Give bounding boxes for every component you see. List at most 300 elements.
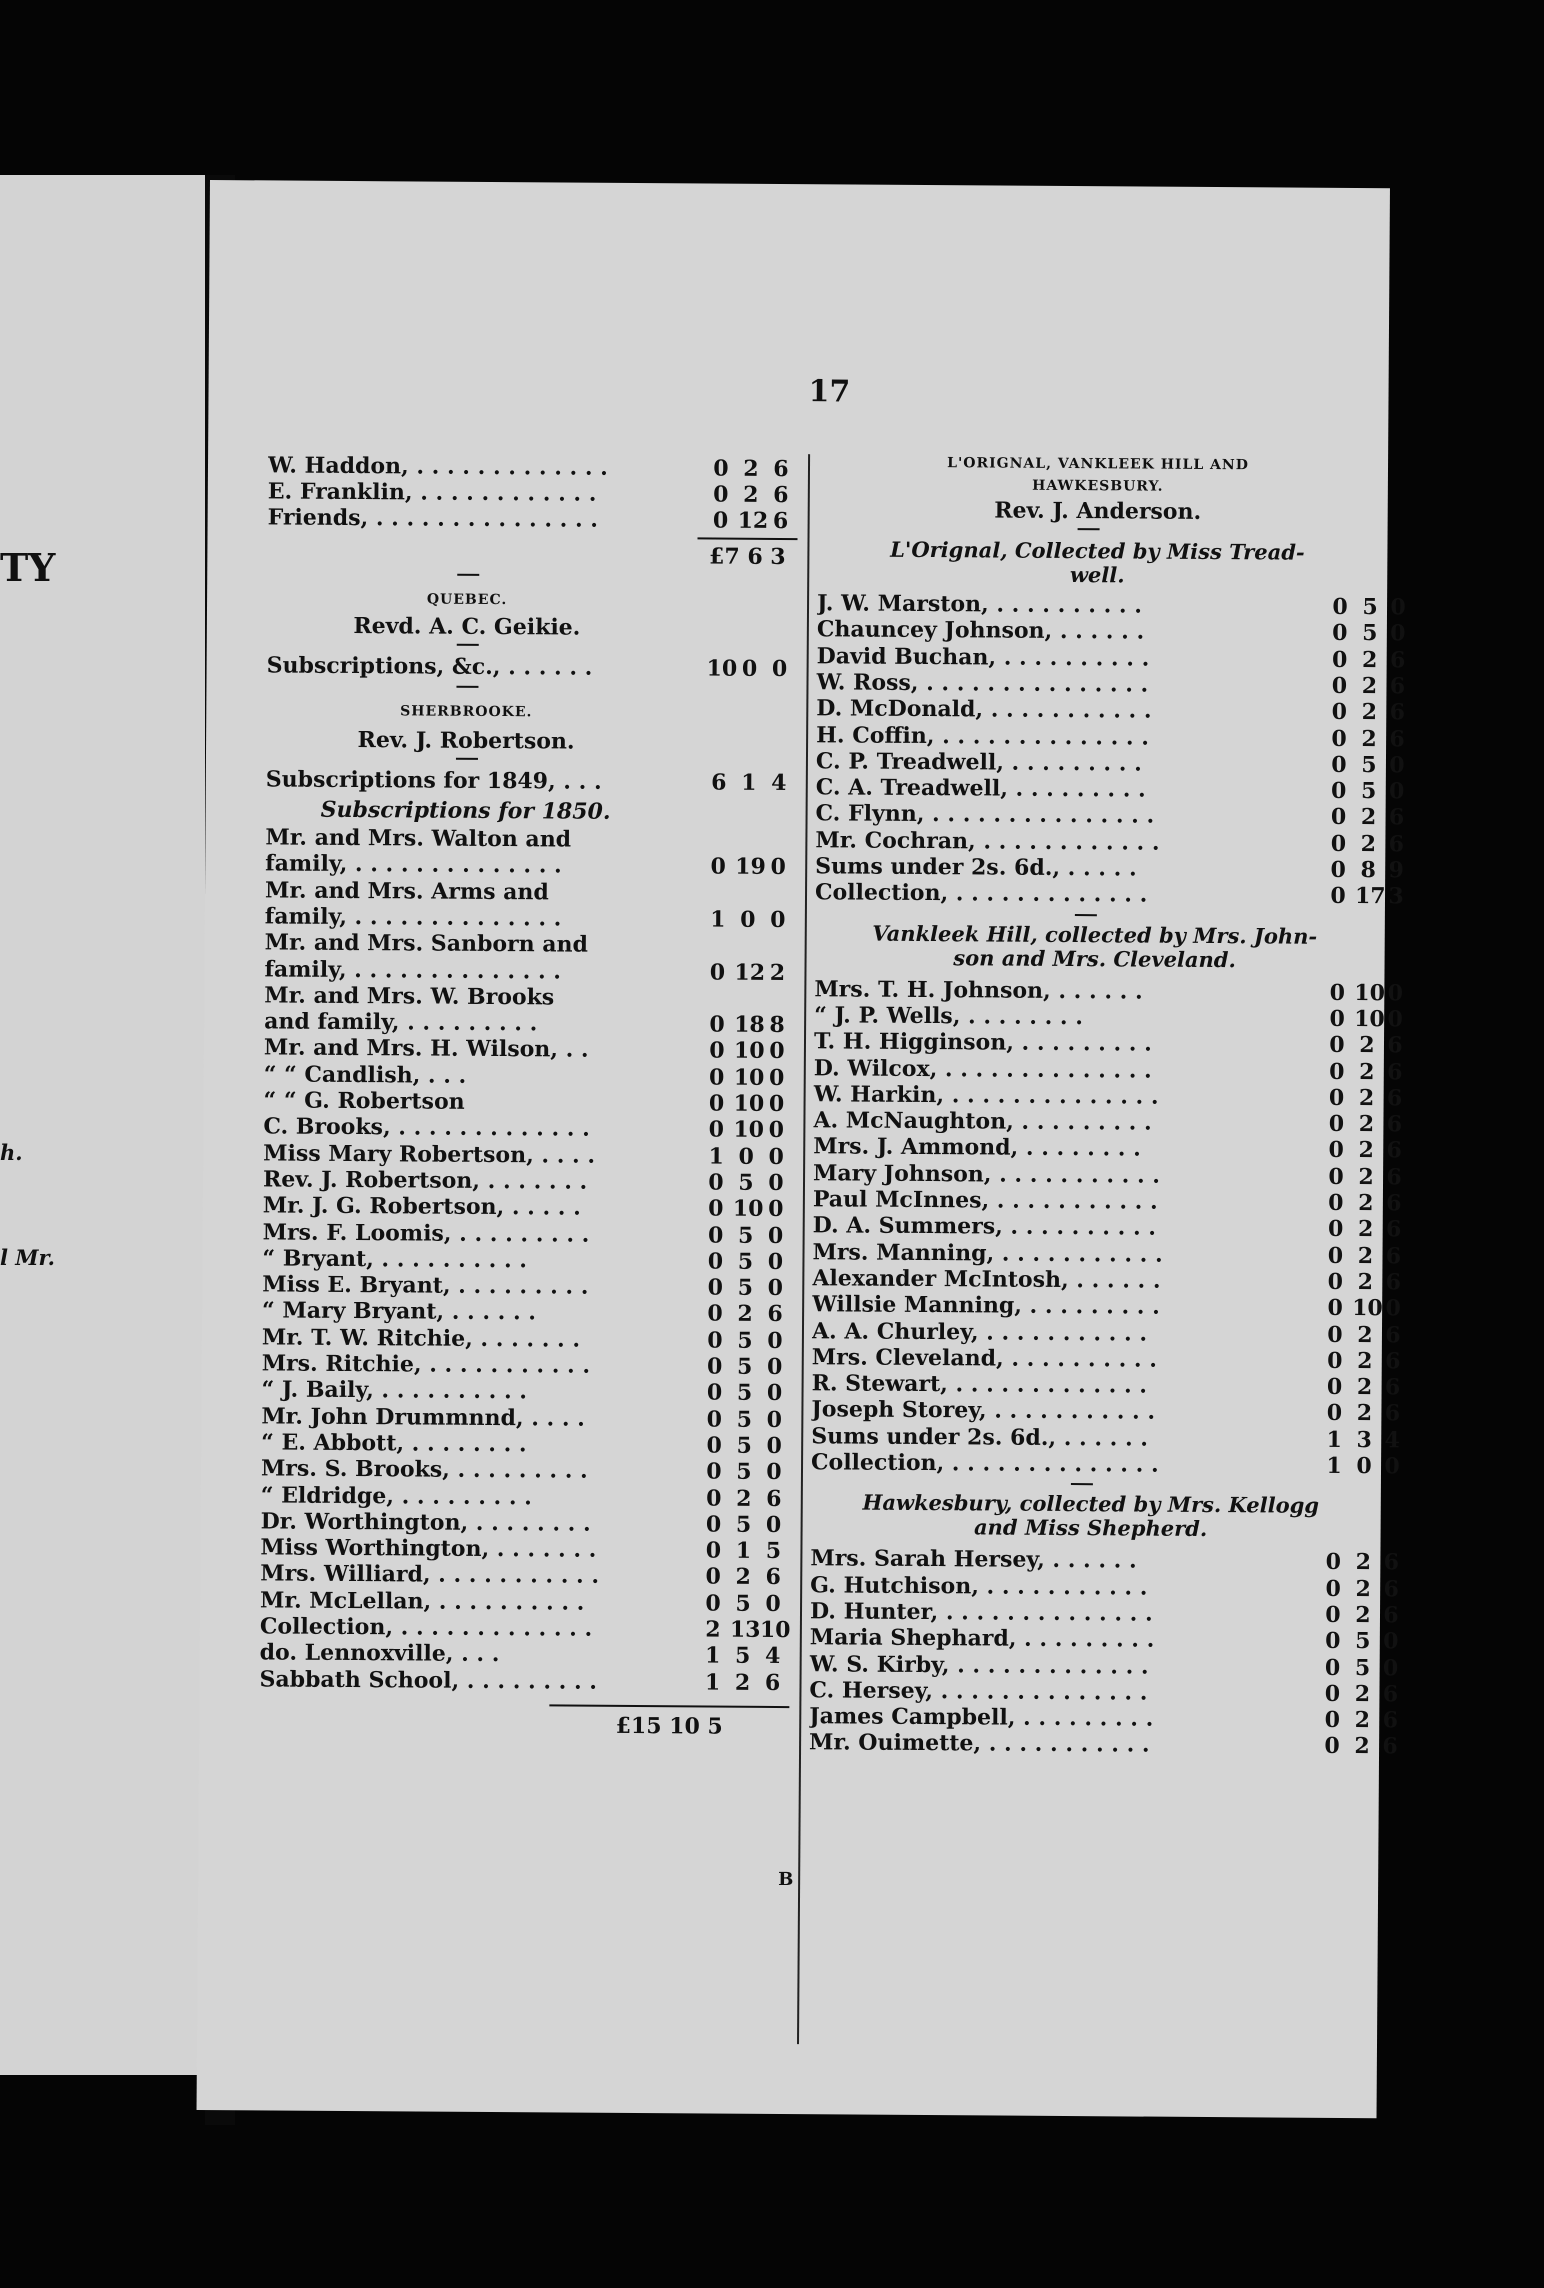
amount-pence: 0 [1389,752,1405,779]
entry-name: Mrs. Williard, . . . . . . . . . . . [260,1560,600,1590]
amount-shillings: 5 [1362,594,1378,621]
ledger-row [814,1002,1403,1033]
amount-pounds: 0 [1325,1628,1341,1655]
amount-shillings: 8 [1360,857,1376,884]
ledger-row [261,1403,801,1433]
ledger-row [813,1107,1403,1138]
amount-shillings: 1 [741,769,757,796]
amount-shillings: 5 [734,1642,751,1670]
ledger-row [812,1159,1402,1191]
ledger-row [268,478,808,508]
amount-pence: 6 [1384,1400,1401,1427]
amount-shillings: 2 [1357,1268,1374,1296]
amount-pounds: 1 [708,1143,724,1170]
amount-shillings: 2 [1354,1733,1370,1760]
amount-shillings: 2 [1361,725,1377,752]
column-left [259,180,810,1740]
amount-pounds: 1 [1326,1452,1342,1479]
entry-name: Mr. McLellan, . . . . . . . . . . [259,1587,585,1616]
ledger-row [260,1640,800,1670]
page-number: 17 [808,374,851,410]
entry-name: Collection, . . . . . . . . . . . . . . [810,1449,1159,1478]
amount-pounds: 10 [706,655,738,682]
amount-shillings: 2 [1355,1575,1371,1602]
amount-pounds: 0 [712,507,729,534]
amount-shillings: 10 [733,1116,765,1144]
minister-name: Rev. J. Robertson. [357,727,575,755]
ledger-row [809,1703,1399,1734]
amount-pounds: 0 [706,1406,723,1433]
ledger-row [809,1624,1399,1655]
amount-pence: 6 [1387,1032,1403,1059]
entry-name: T. H. Higginson, . . . . . . . . . [813,1028,1152,1057]
entry-name: Mrs. J. Ammond, . . . . . . . . [813,1133,1141,1162]
entry-name: Mrs. F. Loomis, . . . . . . . . . [262,1218,590,1248]
entry-name: Mr. T. W. Ritchie, . . . . . . . [261,1324,581,1353]
left-page-title-fragment: TY [0,545,56,590]
amount-shillings: 2 [1357,1216,1374,1243]
amount-shillings: 2 [1355,1601,1371,1629]
ledger-row [263,1087,803,1117]
amount-pence: 0 [766,1432,782,1459]
rule-line [1078,528,1100,530]
amount-shillings: 1 [735,1537,752,1564]
entry-name: Mr. and Mrs. Walton and [265,824,572,853]
amount-shillings: 5 [736,1380,753,1407]
amount-pence: 6 [1385,1216,1402,1243]
ledger-row [812,1212,1402,1243]
subsection-heading: well. [1069,562,1125,588]
amount-pounds: 0 [1331,672,1348,699]
entry-name: Subscriptions for 1849, . . . [265,766,602,795]
amount-shillings: 10 [732,1195,764,1223]
amount-pounds: 0 [706,1432,722,1459]
amount-pounds: 0 [1327,1295,1343,1322]
section-heading: SHERBROOKE. [400,703,533,721]
amount-pence: 6 [765,1564,782,1591]
ledger-row [262,1298,802,1328]
amount-pence: 0 [767,1222,784,1249]
rule-line [1075,914,1097,916]
amount-shillings: 5 [1361,778,1377,805]
entry-name: D. A. Summers, . . . . . . . . . . [812,1212,1157,1241]
amount-pounds: 0 [1324,1733,1340,1760]
amount-shillings: 2 [1354,1680,1371,1707]
amount-pence: 6 [767,1301,783,1328]
entry-name: Mr. and Mrs. Arms and [264,876,549,905]
ledger-row [813,1028,1403,1059]
amount-pence: 6 [773,455,789,483]
amount-pounds: 0 [1325,1549,1342,1576]
amount-shillings: 12 [734,959,766,986]
amount-pence: 6 [1383,1575,1399,1602]
amount-pounds: 0 [709,1037,725,1065]
ledger-row [262,1271,802,1301]
entry-name: Mr. Ouimette, . . . . . . . . . . . [809,1729,1150,1758]
ledger-row [816,616,1406,647]
amount-shillings: 2 [1355,1549,1372,1576]
amount-shillings: 19 [735,853,766,881]
ledger-row [260,1587,800,1617]
amount-shillings: 13 [729,1616,761,1643]
amount-pounds: 0 [1326,1400,1343,1427]
amount-pence: 0 [769,1038,785,1065]
amount-pence: 6 [1384,1374,1401,1401]
amount-shillings: 5 [736,1432,752,1459]
entry-name: Miss Worthington, . . . . . . . [260,1534,597,1563]
amount-shillings: 2 [1359,1032,1375,1059]
ledger-row [815,748,1405,779]
amount-pence: 0 [769,1064,785,1091]
entry-name: D. Wilcox, . . . . . . . . . . . . . . [813,1054,1152,1084]
amount-pence: 0 [768,1169,784,1196]
ledger-row [815,853,1404,884]
amount-shillings: 10 [733,1064,765,1091]
amount-pence: 6 [766,1485,782,1512]
amount-shillings: 2 [1357,1321,1373,1348]
entry-name: A. McNaughton, . . . . . . . . . [813,1107,1152,1136]
amount-pounds: 0 [1331,751,1347,778]
rule-line [457,574,479,576]
ledger-row [812,1265,1402,1296]
amount-pence: 0 [1389,778,1405,805]
ledger-row [809,1650,1399,1681]
entry-name: W. Haddon, . . . . . . . . . . . . . [267,452,608,481]
ledger-row [812,1186,1402,1217]
amount-pence: 6 [1389,699,1406,726]
subsection-heading: and Miss Shepherd. [973,1514,1208,1542]
amount-pence: 0 [766,1353,783,1381]
amount-pence: 0 [1382,1654,1399,1681]
ledger-row [813,1054,1403,1085]
ledger-row [264,1035,804,1065]
amount-pence: 6 [1385,1269,1402,1296]
entry-name: Mr. John Drummnnd, . . . . [261,1402,585,1432]
amount-pence: 0 [1385,1295,1401,1322]
amount-pence: 0 [766,1380,783,1407]
ledger-row [261,1429,801,1459]
amount-pence: 0 [767,1275,784,1302]
amount-shillings: 3 [1356,1426,1372,1453]
amount-shillings: 18 [734,1011,765,1038]
entry-name: family, . . . . . . . . . . . . . . [264,903,562,932]
amount-pence: 2 [769,959,786,986]
amount-pence: 6 [1382,1733,1398,1760]
entry-name: “ Mary Bryant, . . . . . . [262,1297,537,1326]
rule-line [698,537,798,540]
amount-pence: 0 [771,655,788,683]
amount-shillings: 10 [1352,1295,1383,1322]
ledger-row [264,1061,804,1091]
amount-shillings: 2 [1356,1374,1373,1401]
entry-name: H. Coffin, . . . . . . . . . . . . . . [816,721,1150,751]
amount-pence: 6 [764,1669,781,1696]
ledger-row [816,695,1406,726]
amount-pounds: 0 [1327,1242,1344,1269]
amount-pounds: 0 [706,1458,722,1485]
entry-name: Mr. and Mrs. W. Brooks [264,982,555,1011]
amount-pence: 0 [768,1196,784,1223]
amount-pounds: 0 [1328,1137,1345,1164]
ledger-row [810,1545,1400,1576]
ledger-row [263,1140,803,1170]
amount-shillings: 2 [1357,1347,1373,1374]
amount-shillings: 2 [1360,830,1377,857]
amount-shillings: 2 [1354,1707,1371,1734]
amount-pence: 6 [1386,1111,1403,1138]
ledger-row [813,1133,1402,1164]
amount-pence: 0 [1390,620,1406,647]
amount-pence: 6 [773,481,789,509]
amount-pounds: 0 [708,1090,725,1117]
amount-pounds: 0 [706,1379,723,1406]
rule-line [457,644,479,646]
ledger-row [811,1422,1400,1454]
amount-pence: 6 [1385,1348,1401,1375]
ledger-row [263,1193,803,1223]
amount-pounds: 0 [1329,1005,1345,1032]
ledger-row [261,1377,801,1407]
entry-name: family, . . . . . . . . . . . . . . [264,955,562,984]
amount-shillings: 5 [1355,1628,1371,1655]
amount-pence: 10 [759,1616,791,1644]
amount-pounds: 2 [705,1616,721,1643]
amount-pence: 8 [769,1012,785,1039]
subsection-heading: Hawkesbury, collected by Mrs. Kellogg [862,1489,1320,1519]
ledger-row [261,1482,801,1512]
amount-pounds: 0 [1332,593,1348,620]
amount-shillings: 2 [1361,646,1378,673]
amount-pounds: 0 [708,1195,724,1222]
entry-name: W. S. Kirby, . . . . . . . . . . . . . [809,1650,1149,1680]
amount-pounds: 0 [707,1327,723,1354]
ledger-row [809,1677,1399,1708]
entry-name: Rev. J. Robertson, . . . . . . . [262,1166,588,1195]
entry-name: Joseph Storey, . . . . . . . . . . . [811,1396,1156,1426]
ledger-row [262,1245,802,1275]
amount-shillings: 2 [1359,1058,1375,1085]
amount-pence: 6 [1383,1602,1399,1629]
entry-name: Mr. and Mrs. Sanborn and [264,929,589,958]
entry-name: J. W. Marston, . . . . . . . . . . [816,590,1143,619]
amount-shillings: 10 [733,1090,765,1117]
amount-pounds: 0 [1330,804,1347,831]
ledger-row [263,1114,803,1144]
ledger-row [268,452,808,482]
amount-pence: 6 [1386,1163,1402,1191]
entry-name: C. Hersey, . . . . . . . . . . . . . . [809,1677,1148,1706]
amount-pounds: 0 [1329,1058,1345,1085]
amount-pence: 0 [765,1511,782,1538]
amount-pounds: 0 [1330,883,1346,910]
amount-shillings: 2 [743,455,759,482]
minister-name: Rev. J. Anderson. [994,497,1202,525]
amount-pence: 6 [1382,1707,1399,1734]
entry-name: “ Bryant, . . . . . . . . . . [262,1245,528,1274]
amount-pence: 0 [1384,1453,1400,1480]
amount-pence: 0 [767,1248,784,1275]
entry-name: family, . . . . . . . . . . . . . . [265,850,562,879]
ledger-row [266,766,806,796]
amount-shillings: 2 [1358,1163,1374,1190]
entry-name: “ “ Candlish, . . . [263,1061,467,1089]
ledger-row [809,1729,1398,1760]
ledger-row [811,1396,1401,1427]
ledger-row [811,1370,1401,1401]
amount-shillings: 10 [733,1038,765,1065]
amount-pence: 0 [770,906,786,933]
amount-pounds: 0 [1330,856,1346,883]
amount-pounds: 1 [704,1669,721,1696]
amount-pounds: 0 [709,1011,725,1038]
amount-pounds: 0 [706,1484,722,1512]
amount-pence: 4 [771,769,787,797]
amount-shillings: 2 [1361,699,1378,726]
amount-shillings: 5 [737,1274,754,1301]
amount-shillings: 0 [738,1143,754,1170]
amount-pounds: 0 [1328,1189,1344,1216]
amount-pounds: 0 [1327,1268,1344,1295]
amount-pence: 6 [772,507,789,535]
entry-name: Collection, . . . . . . . . . . . . . [259,1613,593,1642]
amount-pence: 0 [1387,979,1404,1006]
entry-name: D. McDonald, . . . . . . . . . . . [816,695,1152,724]
ledger-row [264,1008,804,1038]
amount-pounds: 0 [708,1169,724,1196]
entry-name: Mr. J. G. Robertson, . . . . . [262,1192,581,1221]
total-line: £7 6 3 [709,543,786,571]
amount-pence: 4 [764,1643,781,1670]
amount-pounds: 0 [707,1274,724,1301]
entry-name: Willsie Manning, . . . . . . . . . [812,1291,1160,1320]
amount-shillings: 0 [1356,1453,1372,1480]
amount-pounds: 0 [1328,1110,1345,1138]
amount-pence: 4 [1384,1426,1400,1454]
amount-pence: 3 [1388,883,1404,910]
page-17 [197,180,1406,2118]
ledger-row [810,1571,1399,1602]
amount-pounds: 0 [1328,1084,1345,1111]
ledger-row [262,1324,802,1354]
amount-shillings: 0 [741,655,758,682]
entry-name: “ J. Baily, . . . . . . . . . . [261,1376,528,1405]
ledger-row [267,652,807,682]
amount-pounds: 6 [711,769,727,796]
amount-shillings: 5 [735,1511,752,1538]
amount-pence: 6 [1388,804,1405,831]
ledger-row [259,1666,799,1696]
ledger-row [816,590,1406,621]
amount-pounds: 0 [1327,1216,1344,1243]
amount-pounds: 0 [707,1248,724,1275]
ledger-row [261,1508,801,1538]
ledger-row [816,721,1405,752]
amount-shillings: 5 [736,1458,752,1486]
entry-name: C. Flynn, . . . . . . . . . . . . . . . [815,800,1155,829]
entry-name: “ E. Abbott, . . . . . . . . [261,1429,527,1458]
section-heading: HAWKESBURY. [1032,477,1164,495]
amount-pounds: 0 [706,1353,723,1380]
left-page-fragment [0,175,215,2075]
amount-pounds: 0 [1326,1373,1343,1401]
entry-name: “ J. P. Wells, . . . . . . . . [814,1002,1084,1031]
ledger-row [816,669,1406,700]
ledger-row [813,1081,1403,1112]
ledger-row [815,774,1405,805]
amount-shillings: 10 [1354,979,1386,1006]
amount-pounds: 0 [1327,1347,1343,1374]
left-page-italic-fragment: l Mr. [0,1245,55,1270]
ledger-row [810,1449,1400,1480]
amount-shillings: 5 [735,1590,751,1617]
entry-name: James Campbell, . . . . . . . . . [809,1703,1154,1732]
ledger-row [264,956,804,986]
amount-shillings: 2 [1361,672,1378,700]
entry-name: Alexander McIntosh, . . . . . . [812,1265,1161,1294]
amount-shillings: 12 [737,507,769,534]
ledger-row [260,1561,800,1591]
rule-line [1071,1483,1093,1485]
amount-shillings: 2 [737,1301,753,1328]
amount-shillings: 2 [734,1669,751,1696]
ledger-row [815,800,1405,831]
entry-name: E. Franklin, . . . . . . . . . . . . [267,478,597,507]
amount-pounds: 0 [713,481,729,508]
amount-pounds: 0 [1325,1601,1341,1628]
ledger-row [265,903,805,933]
section-heading: L'ORIGNAL, VANKLEEK HILL AND [947,455,1249,474]
amount-pence: 0 [1390,594,1406,621]
ledger-row [261,1456,801,1486]
entry-name: Mrs. T. H. Johnson, . . . . . . [814,975,1143,1005]
amount-shillings: 5 [1362,620,1378,647]
entry-name: C. Brooks, . . . . . . . . . . . . . [263,1113,590,1142]
amount-pence: 0 [768,1117,785,1144]
amount-shillings: 5 [736,1406,753,1433]
ledger-row [265,824,805,854]
ledger-row [265,930,805,960]
amount-pounds: 0 [705,1563,722,1590]
entry-name: Miss Mary Robertson, . . . . [263,1139,596,1169]
ledger-row [265,877,805,907]
amount-shillings: 5 [1354,1654,1371,1681]
amount-pounds: 0 [707,1222,724,1249]
amount-pence: 6 [1382,1681,1399,1708]
entry-name: Sums under 2s. 6d., . . . . . . [811,1422,1149,1452]
amount-pence: 5 [765,1538,782,1565]
entry-name: Mrs. Cleveland, . . . . . . . . . . [811,1344,1158,1373]
amount-shillings: 2 [743,481,759,508]
ledger-row [262,1350,802,1380]
amount-pounds: 0 [1324,1706,1341,1734]
entry-name: A. A. Churley, . . . . . . . . . . . [811,1317,1148,1347]
amount-shillings: 2 [1357,1242,1374,1269]
amount-pounds: 0 [709,1064,725,1091]
amount-shillings: 17 [1354,883,1386,910]
ledger-row [816,642,1406,673]
minister-name: Revd. A. C. Geikie. [353,613,581,641]
entry-name: do. Lennoxville, . . . [259,1639,500,1668]
amount-shillings: 2 [1358,1084,1375,1111]
amount-pounds: 0 [1329,1032,1345,1059]
signature-mark: B [778,1869,794,1891]
amount-pence: 6 [1383,1549,1400,1576]
entry-name: Sabbath School, . . . . . . . . . [259,1665,598,1695]
entry-name: “ Eldridge, . . . . . . . . . [260,1481,532,1510]
amount-pounds: 0 [707,1300,723,1327]
amount-pence: 6 [1385,1242,1402,1269]
entry-name: Paul McInnes, . . . . . . . . . . . [812,1186,1158,1215]
